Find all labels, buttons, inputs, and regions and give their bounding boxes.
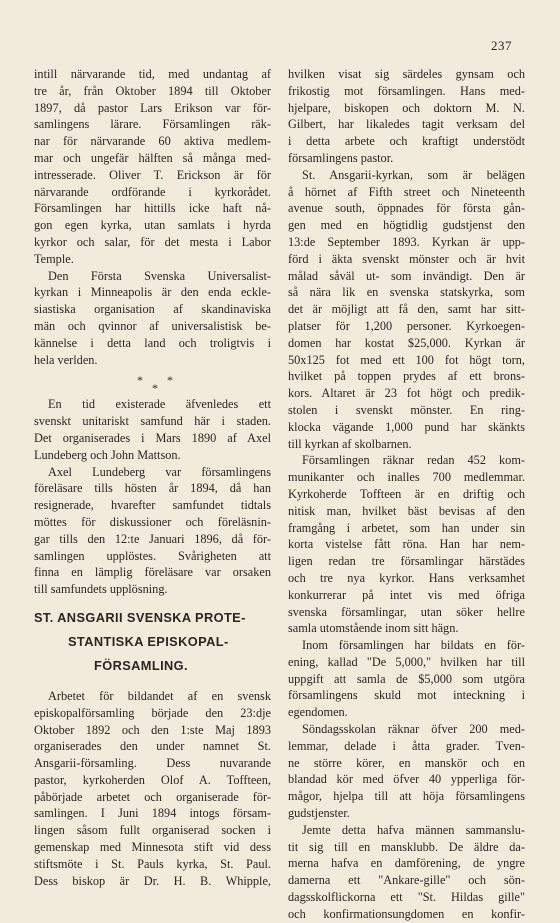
text-line: och tre nya kyrkor. Hans verksamhet [288,570,525,585]
text-line: målad såväl ut- som invändigt. Den är [288,268,525,283]
paragraph [288,637,525,721]
text-line: organiserades den under namnet St. [34,739,271,754]
text-line: kännelse i detta land och troligtvis i [34,335,271,350]
text-line: män och qvinnor af universalistisk be- [34,318,271,333]
text-line: En tid existerade äfvenledes ett [48,397,271,412]
text-line: hela verlden. [34,352,98,367]
text-line: ligen redan tre församlingar härstädes [288,554,525,569]
heading-line: ST. ANSGARII SVENSKA PROTE- [34,609,246,625]
text-line: gar tills den 12:te Januari 1896, då för- [34,531,271,546]
text-line: egendomen. [288,705,348,720]
text-line: till kyrkan af skolbarnen. [288,436,412,451]
text-line: gemenskap med Minnesota stift vid dess [34,840,271,855]
text-line: klocka vägande 1,000 pund har skänkts [288,419,525,434]
text-line: hvilket på toppen prydes af ett brons- [288,369,525,384]
paragraph [288,822,525,923]
text-line: Söndagsskolan räknar öfver 200 med- [302,722,525,737]
text-line: å hörnet af Fifth street och Nineteenth [288,184,525,199]
text-line: hvilken visat sig särdeles gynsam och [288,67,525,81]
text-line: 1897, då pastor Lars Erikson var för- [34,100,271,115]
text-line: lemmar, delade i åtta grader. Tven- [288,738,525,753]
text-line: närvarande ordförande i kyrkorådet. [34,184,271,199]
text-line: gudstjenster. [288,806,350,821]
text-line: finna en lämplig föreläsare var orsaken [34,565,271,580]
text-line: domen har kostat $25,000. Kyrkan är [288,335,525,350]
text-line: Den Första Svenska Universalist- [48,268,271,283]
asterism-divider [34,368,271,396]
text-line: episkopalförsamling började den 23:dje [34,705,271,720]
text-line: Lundeberg och John Mattson. [34,447,181,462]
left-column [34,66,271,889]
text-line: Det organiserades i Mars 1890 af Axel [34,430,271,445]
text-line: tit sig till en mansklubb. De äldre da- [288,839,525,854]
text-line: föreläsare tills hösten år 1894, då han [34,481,271,496]
text-line: damerna ett "Ankare-gille" och sön- [288,873,525,888]
text-line: Temple. [34,251,74,266]
text-line: hjelpare, biskopen och doktorn M. N. [288,100,525,115]
text-line: avenue south, öppnades för första gån- [288,201,525,216]
text-line: Församlingen räknar redan 452 kom- [302,453,525,468]
text-line: Inom församlingen har bildats en för- [302,638,525,653]
page-number: 237 [491,38,512,53]
paragraph [288,452,525,637]
right-column [288,66,525,923]
text-line: mar och ungefär hälften så många med- [34,150,271,165]
text-line: stolen i svenskt mönster. En ring- [288,402,525,417]
text-line: nar för närvarande 60 aktiva medlem- [34,134,271,149]
asterisk: * [152,381,158,396]
text-line: pastor, kyrkoherden Olof A. Toffteen, [34,772,271,787]
text-line: ne större körer, en manskör och en [288,755,525,770]
text-line: möttes för diskussioner och föreläsnin- [34,514,271,529]
text-line: tre år, från Oktober 1894 till Oktober [34,83,271,98]
text-line: St. Ansgarii-kyrkan, som är belägen [302,167,525,182]
text-line: konkurrerar på intet vis med öfriga [288,587,525,602]
text-line: gon egen kyrka, utan samlats i hyrda [34,218,271,233]
paragraph [34,688,271,890]
text-line: korta vistelse fått röna. Han har nem- [288,537,525,552]
paragraph [34,464,271,598]
text-line: samlingen upplöstes. Svårigheten att [34,548,271,563]
text-line: Arbetet för bildandet af en svensk [48,688,271,703]
text-line: samlingen. I Juni 1894 intogs försam- [34,806,271,821]
text-line: påbörjade arbetet och organiserade för- [34,789,271,804]
text-line: 13:de September 1893. Kyrkan är upp- [288,234,525,249]
text-line: i detta arbete och kraftigt understödt [288,134,525,149]
text-line: så nära lik en svenska statskyrka, som [288,285,525,300]
text-line: blandad kör med öfver 40 ypperliga för- [288,772,525,787]
text-line: ening, kallad "De 5,000," hvilken har till [288,654,525,669]
text-line: det är möjligt att få den, samt har sitt- [288,302,525,317]
text-line: kyrkan i Minneapolis är den enda eckle- [34,285,271,300]
text-line: kors. Altaret är 23 fot högt och predik- [288,386,525,401]
text-line: gen med en högtidlig gudstjenst den [288,218,525,233]
paragraph [288,167,525,453]
text-line: Gilbert, har likaledes tagit verksam del [288,117,525,132]
text-line: och konfirmationsungdomen en konfir- [288,906,525,921]
text-line: Ansgarii-församling. Dess nuvarande [34,756,271,771]
asterisk: * [167,373,173,388]
text-line: samla utomstående inom sitt hägn. [288,621,459,636]
text-line: platser för 1,200 personer. Kyrkoegen- [288,318,525,333]
text-line: svenska församlingar, utan söker hellre [288,604,525,619]
text-line: Jemte detta hafva männen sammanslu- [302,822,525,837]
text-line: framgång i arbetet, som han under sin [288,520,525,535]
paragraph [34,268,271,369]
asterisk: * [137,373,143,388]
text-line: nitisk man, hvilket bäst bevisas af den [288,503,525,518]
text-line: intill närvarande tid, med undantag af [34,67,271,81]
text-line: frikostig mot församlingen. Hans med- [288,83,525,98]
text-line: merna hafva en damförening, de yngre [288,856,525,871]
text-line: Dess biskop är Dr. H. B. Whipple, [34,873,271,888]
text-line: mågor, hjelpa till att höja församlingens [288,789,525,804]
text-line: förd i äkta svenskt mönster och är hvit [288,251,525,266]
text-line: Kyrkoherde Toffteen är en driftig och [288,486,525,501]
text-line: Oktober 1892 och den 1:ste Maj 1893 [34,722,271,737]
text-line: intresserade. Oliver T. Erickson är för [34,167,271,182]
text-line: till samfundets upplösning. [34,582,168,597]
text-line: resignerade, hvarefter samfundet tidtals [34,498,271,513]
paragraph [288,66,525,167]
text-line: uppgift att samla de $5,000 som utgöra [288,671,525,686]
text-line: kyrkor och salar, för det mesta i Labor [34,234,271,249]
text-line: stiftsmöte i St. Pauls kyrka, St. Paul. [34,856,271,871]
text-line: siastiska organisation af skandinaviska [34,302,271,317]
heading-line: STANTISKA EPISKOPAL- [68,633,229,649]
text-line: svenskt unitariskt samfund här i staden. [34,414,271,429]
text-line: 50x125 fot med ett 100 fot högt torn, [288,352,525,367]
paragraph [34,66,271,268]
paragraph [288,721,525,822]
heading-line: FÖRSAMLING. [94,657,188,673]
text-line: församlingens pastor. [288,150,394,165]
text-line: Axel Lundeberg var församlingens [48,464,271,479]
paragraph [34,396,271,463]
text-line: munikanter och inalles 700 medlemmar. [288,470,525,485]
text-line: dagsskolflickorna ett "St. Hildas gille" [288,890,525,905]
text-line: samlingens lärare. Församlingen räk- [34,117,271,132]
text-line: församlingens skuld mot inteckning i [288,688,525,703]
section-heading [34,606,271,678]
text-line: Församlingen har hittills icke haft nå- [34,201,271,216]
text-line: lingen såsom fullt organiserad socken i [34,823,271,838]
